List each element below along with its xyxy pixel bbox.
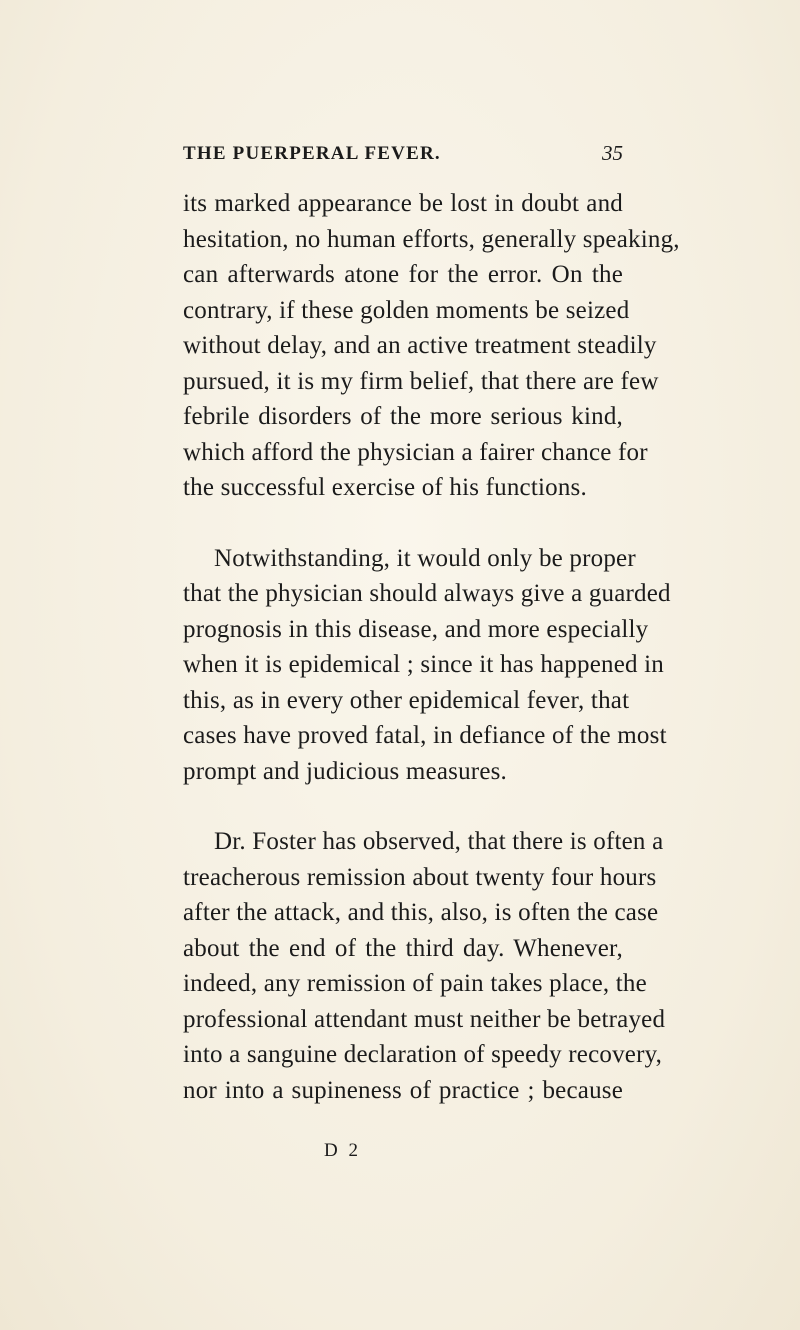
- text-line: hesitation, no human efforts, generally speaking,: [183, 225, 680, 253]
- paragraph-3: [183, 824, 666, 1108]
- text-line: after the attack, and this, also, is often the case: [183, 899, 659, 926]
- text-line: can afterwards atone for the error. On the: [183, 261, 623, 288]
- text-line: prompt and judicious measures.: [183, 757, 507, 785]
- signature-mark: D 2: [324, 1140, 361, 1161]
- text-line: when it is epidemical ; since it has happened in: [183, 651, 664, 678]
- running-head: [183, 143, 623, 169]
- text-line: into a sanguine declaration of speedy recovery,: [183, 1041, 663, 1068]
- text-line: treacherous remission about twenty four hours: [183, 863, 657, 891]
- text-line: contrary, if these golden moments be seized: [183, 296, 630, 324]
- text-line: about the end of the third day. Whenever,: [183, 934, 623, 962]
- paragraph-2: [183, 541, 671, 790]
- text-line: indeed, any remission of pain takes place, the: [183, 970, 647, 997]
- text-line: nor into a supineness of practice ; because: [183, 1076, 623, 1104]
- text-line: cases have proved fatal, in defiance of the most: [183, 722, 667, 749]
- text-line: professional attendant must neither be betrayed: [183, 1005, 666, 1033]
- page-number: 35: [602, 141, 623, 165]
- text-line: which afford the physician a fairer chance for: [183, 438, 648, 466]
- body-text: [183, 186, 680, 1143]
- text-line: the successful exercise of his functions.: [183, 474, 587, 501]
- running-head-title: THE PUERPERAL FEVER.: [183, 143, 441, 164]
- paragraph-1: [183, 186, 680, 506]
- text-line: pursued, it is my firm belief, that there are few: [183, 367, 659, 395]
- text-line: this, as in every other epidemical fever, that: [183, 686, 630, 714]
- text-line: prognosis in this disease, and more especially: [183, 615, 649, 643]
- text-line: without delay, and an active treatment steadily: [183, 332, 657, 359]
- text-line: that the physician should always give a guarded: [183, 580, 671, 607]
- text-line: Dr. Foster has observed, that there is often a: [214, 828, 664, 855]
- text-line: its marked appearance be lost in doubt and: [183, 190, 623, 217]
- text-line: febrile disorders of the more serious kind,: [183, 403, 623, 430]
- text-line: Notwithstanding, it would only be proper: [214, 544, 636, 572]
